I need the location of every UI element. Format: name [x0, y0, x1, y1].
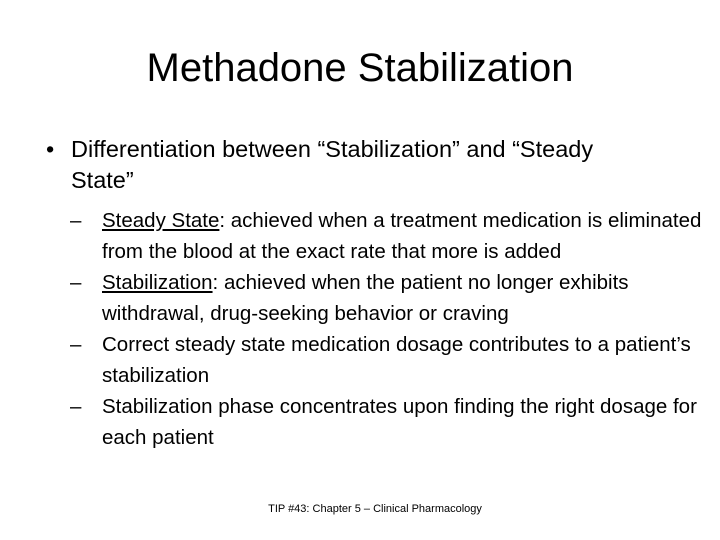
main-bullet — [46, 134, 686, 196]
sub-bullet-term: Steady State — [102, 209, 220, 232]
sub-bullet-dash: – — [70, 271, 82, 294]
sub-bullet-phase — [70, 391, 702, 453]
sub-bullet-text: : achieved when the patient no longer exhibits withdrawal, drug-seeking behavior or craving — [102, 271, 629, 325]
sub-bullet-stabilization — [70, 267, 702, 329]
sub-bullet-steady-state — [70, 205, 702, 267]
sub-bullet-text: : achieved when a treatment medication is eliminated from the blood at the exact rate that more is added — [102, 209, 702, 263]
sub-bullet-dash: – — [70, 333, 82, 356]
sub-bullet-text: Correct steady state medication dosage contributes to a patient’s stabilization — [102, 333, 691, 387]
slide-title: Methadone Stabilization — [146, 46, 574, 90]
sub-bullet-dosage — [70, 329, 702, 391]
sub-bullet-list — [70, 205, 702, 453]
sub-bullet-term: Stabilization — [102, 271, 213, 294]
main-bullet-text: Differentiation between “Stabilization” and “Steady State” — [71, 136, 594, 193]
sub-bullet-dash: – — [70, 395, 82, 418]
bullet-marker: • — [46, 136, 55, 162]
slide-footer: TIP #43: Chapter 5 – Clinical Pharmacology — [268, 503, 482, 515]
sub-bullet-dash: – — [70, 209, 82, 232]
sub-bullet-text: Stabilization phase concentrates upon finding the right dosage for each patient — [102, 395, 697, 449]
